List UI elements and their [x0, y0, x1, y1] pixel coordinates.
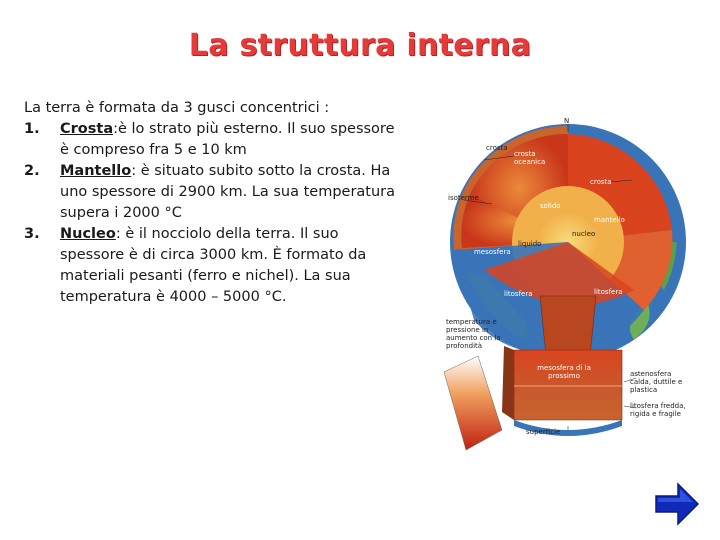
mesosfera-prossimo-label: mesosfera di la prossimo — [537, 364, 591, 380]
litosfera-label-left: litosfera — [504, 290, 533, 298]
next-slide-button[interactable] — [652, 480, 702, 528]
lithosphere-block-top — [540, 296, 596, 356]
item-term: Crosta — [60, 121, 114, 137]
item-text: : è il nocciolo della terra. Il suo spessore è di circa 3000 km. È formato da materiali pesanti (ferro e nichel). La sua temperatura è 4000 – 5000 °C. — [60, 226, 367, 305]
list-item — [24, 224, 404, 308]
astenosfera-label: astenosfera calda, duttile e plastica — [630, 370, 683, 394]
block-side — [502, 346, 514, 420]
text-content — [24, 98, 404, 308]
intro-text: La terra è formata da 3 gusci concentrici : — [24, 100, 330, 116]
item-term: Nucleo — [60, 226, 116, 242]
item-number: 1. — [24, 121, 40, 137]
item-number: 3. — [24, 226, 40, 242]
slide-title: La struttura interna — [188, 28, 532, 63]
list-item — [24, 161, 404, 224]
liquido-label: liquido — [518, 240, 542, 248]
item-term: Mantello — [60, 163, 132, 179]
crosta-label: crosta — [486, 144, 508, 152]
item-text: : è situato subito sotto la crosta. Ha uno spessore di 2900 km. La sua temperatura supera i 2000 °C — [60, 163, 396, 221]
earth-structure-diagram — [444, 117, 688, 466]
item-text: :è lo strato più esterno. Il suo spessore è compreso fra 5 e 10 km — [60, 121, 395, 158]
list-item — [24, 119, 404, 161]
arrow-right-icon — [652, 480, 702, 528]
mesosfera-label: mesosfera — [474, 248, 511, 256]
north-label: N — [564, 117, 570, 125]
lithosphere-block — [514, 350, 622, 420]
mantello-label: mantello — [594, 216, 625, 224]
points-list — [24, 119, 404, 308]
litosfera-desc-label: litosfera fredda, rigida e fragile — [630, 402, 686, 418]
temperature-bar — [444, 356, 502, 450]
temperatura-label: temperatura e pressione in aumento con la profondità — [446, 318, 501, 350]
litosfera-label-right: litosfera — [594, 288, 623, 296]
crosta-label-right: crosta — [590, 178, 612, 186]
nucleo-label: nucleo — [572, 230, 596, 238]
solido-label: solido — [540, 202, 561, 210]
isoterme-label: isoterme — [448, 194, 479, 202]
superficie-label: superficie — [526, 428, 561, 436]
crosta-oceanica-label: crosta oceanica — [514, 150, 546, 166]
item-number: 2. — [24, 163, 40, 179]
